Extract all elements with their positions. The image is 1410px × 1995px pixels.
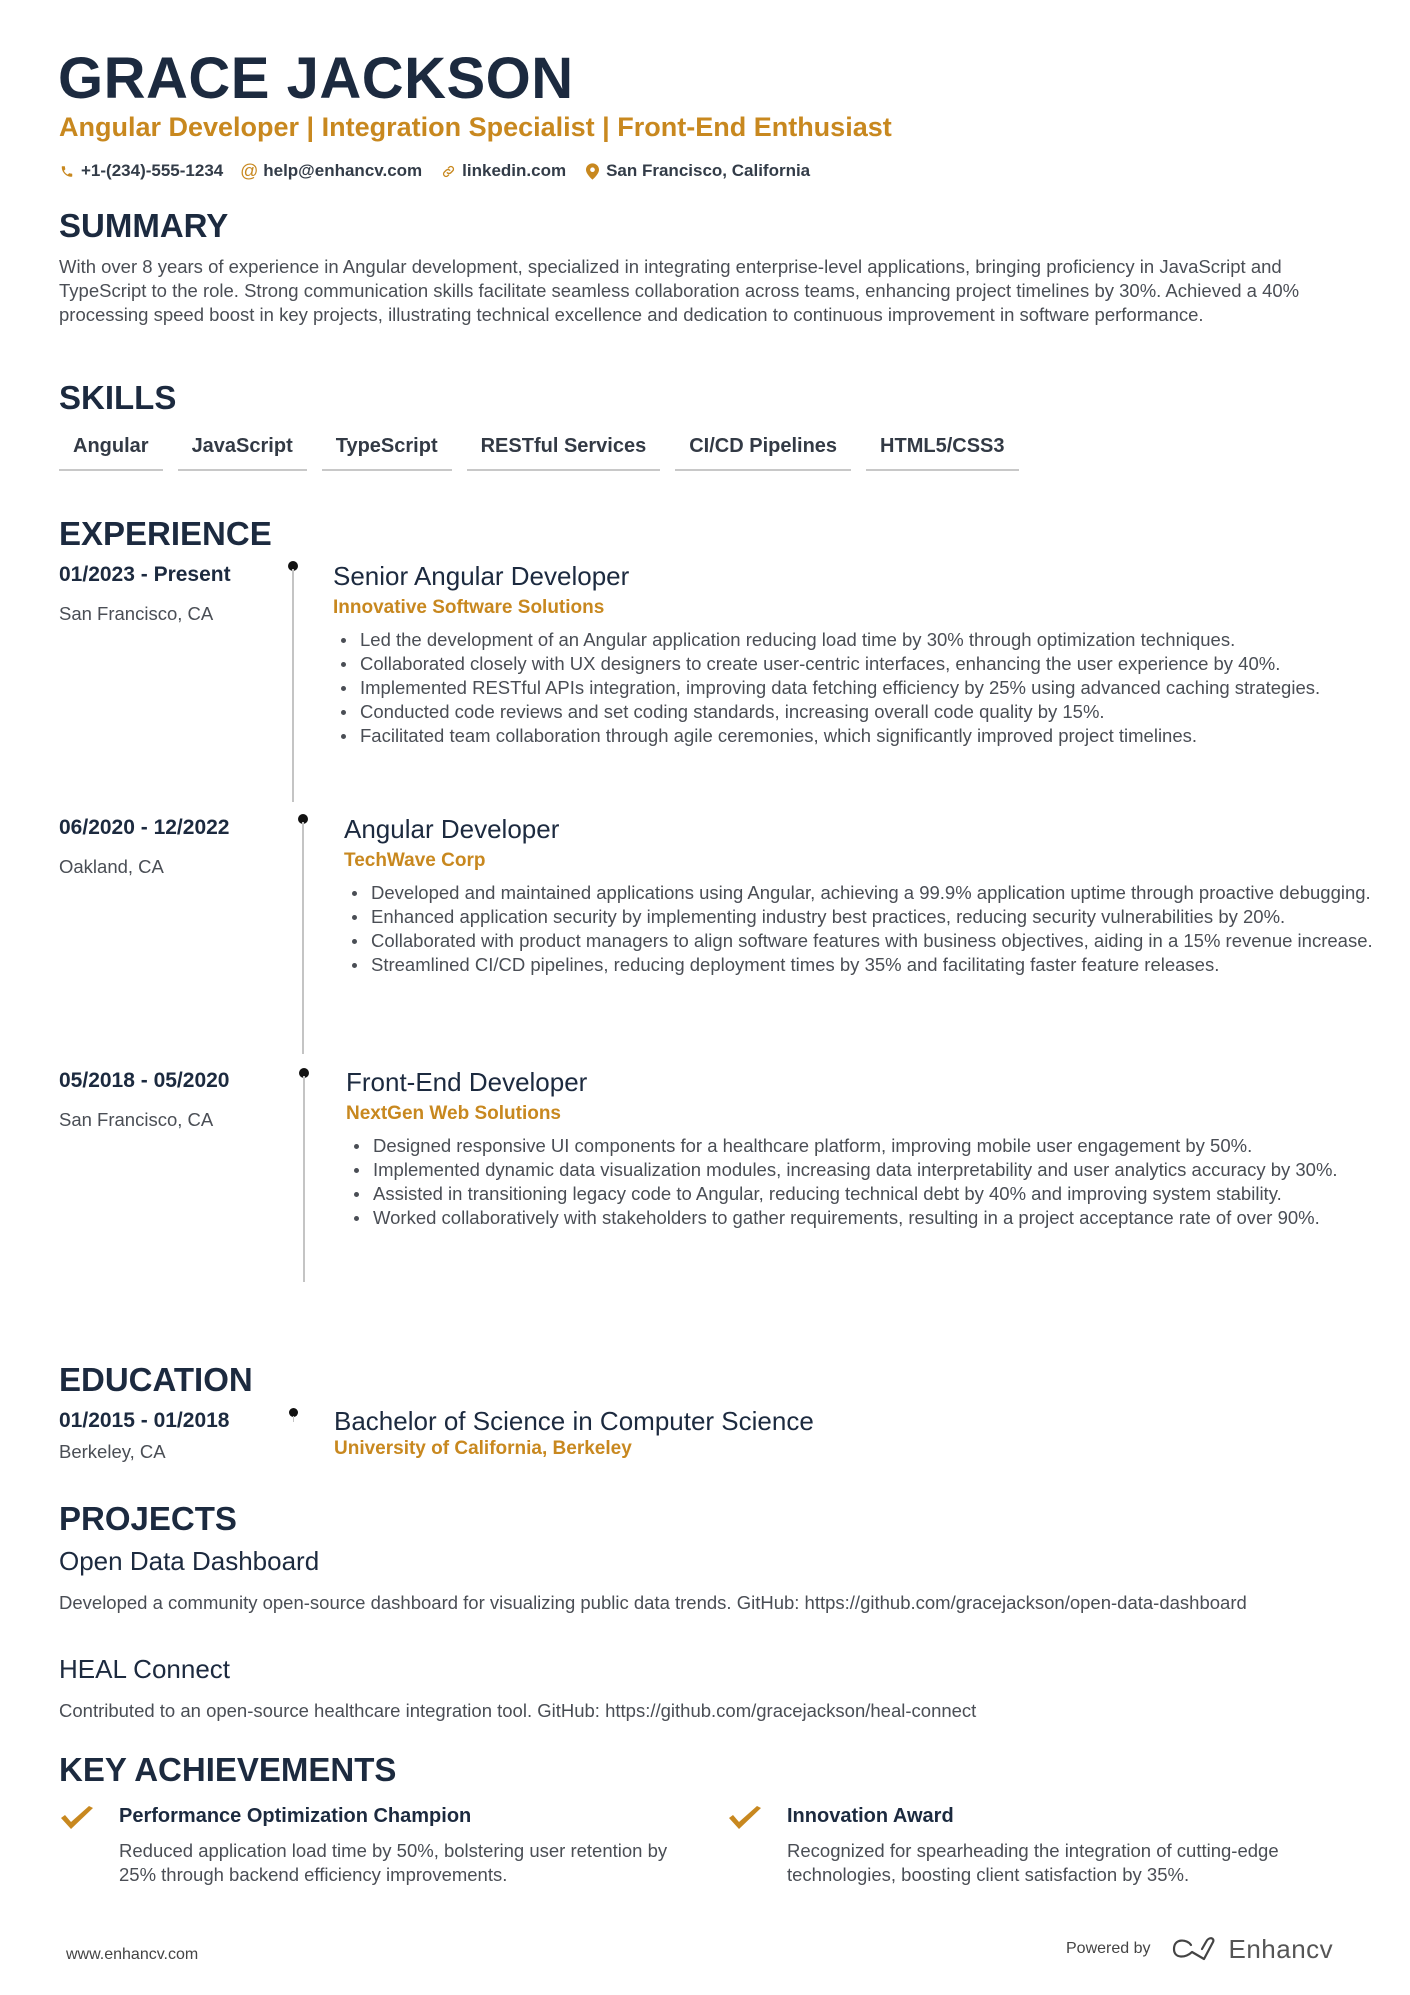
- enhancv-logo-icon: [1171, 1936, 1217, 1962]
- job-bullet: Assisted in transitioning legacy code to Angular, reducing technical debt by 40% and improving system stability.: [346, 1182, 1376, 1206]
- job-title: Front-End Developer: [346, 1067, 588, 1097]
- summary-text: With over 8 years of experience in Angular development, specialized in integrating enterprise-level applications, bringing proficiency in JavaScript and TypeScript to the role. Strong communication skills facilitate seamless collaboration across teams, enhancing project timelines by 30%. Achieved a 40% processing speed boost in key projects, illustrating technical excellence and dedication to continuous improvement in software performance.: [59, 256, 1300, 325]
- education-details: [334, 1405, 1364, 1461]
- education-dates: 01/2015 - 01/2018: [59, 1409, 230, 1432]
- job-location: San Francisco, CA: [59, 1109, 214, 1130]
- job-bullet: Facilitated team collaboration through agile ceremonies, which significantly improved project timelines.: [333, 724, 1373, 748]
- at-icon: @: [240, 161, 259, 181]
- job-location: San Francisco, CA: [59, 603, 214, 624]
- footer-website[interactable]: www.enhancv.com: [66, 1946, 199, 1963]
- job-bullet: Collaborated closely with UX designers to create user-centric interfaces, enhancing the user experience by 40%.: [333, 652, 1373, 676]
- checkmark-icon: [727, 1805, 763, 1833]
- contact-bar: [59, 160, 810, 182]
- contact-location-text: San Francisco, California: [606, 161, 811, 180]
- skill-tag: RESTful Services: [467, 433, 661, 471]
- job-bullets: [346, 1134, 1376, 1230]
- job-3-meta: [59, 1068, 279, 1132]
- achievement-title: Performance Optimization Champion: [119, 1805, 472, 1827]
- job-company: Innovative Software Solutions: [333, 597, 605, 618]
- skill-tag: CI/CD Pipelines: [675, 433, 851, 471]
- checkmark-icon: [59, 1805, 95, 1833]
- achievement-item: [727, 1803, 1327, 1893]
- job-company: NextGen Web Solutions: [346, 1103, 562, 1124]
- achievements-heading: KEY ACHIEVEMENTS: [59, 1751, 397, 1788]
- job-company: TechWave Corp: [344, 850, 486, 871]
- location-pin-icon: [584, 162, 600, 180]
- job-bullets: [344, 881, 1374, 977]
- job-bullets: [333, 628, 1373, 748]
- job-bullet: Enhanced application security by implementing industry best practices, reducing security vulnerabilities by 20%.: [344, 905, 1374, 929]
- powered-by-label: Powered by: [1066, 1940, 1151, 1957]
- contact-email[interactable]: [241, 160, 422, 182]
- projects-heading: PROJECTS: [59, 1500, 237, 1537]
- project-title: Open Data Dashboard: [59, 1546, 320, 1576]
- project-title: HEAL Connect: [59, 1654, 231, 1684]
- achievement-description: Reduced application load time by 50%, bolstering user retention by 25% through backend efficiency improvements.: [119, 1840, 668, 1885]
- skill-tag: JavaScript: [178, 433, 307, 471]
- education-school: University of California, Berkeley: [334, 1438, 632, 1459]
- skill-tag: HTML5/CSS3: [866, 433, 1018, 471]
- contact-location: [584, 160, 810, 182]
- job-2-meta: [59, 815, 279, 879]
- project-description: Developed a community open-source dashboard for visualizing public data trends. GitHub: https://github.com/gracejackson/open-data-dashboard: [59, 1592, 1247, 1613]
- job-bullet: Led the development of an Angular application reducing load time by 30% through optimization techniques.: [333, 628, 1373, 652]
- education-location: Berkeley, CA: [59, 1441, 166, 1462]
- education-meta: [59, 1408, 279, 1464]
- contact-phone[interactable]: [59, 160, 223, 182]
- contact-linkedin[interactable]: [440, 160, 566, 182]
- skills-heading: SKILLS: [59, 379, 177, 416]
- education-degree: Bachelor of Science in Computer Science: [334, 1406, 814, 1436]
- summary-heading: SUMMARY: [59, 207, 229, 244]
- job-bullet: Collaborated with product managers to align software features with business objectives, aiding in a 15% revenue increase.: [344, 929, 1374, 953]
- skills-list: [59, 433, 1019, 471]
- candidate-subtitle: Angular Developer | Integration Specialist | Front-End Enthusiast: [59, 112, 892, 142]
- job-1-meta: [59, 562, 279, 626]
- job-2-details: [344, 813, 1374, 977]
- job-bullet: Developed and maintained applications using Angular, achieving a 99.9% application uptime through proactive debugging.: [344, 881, 1374, 905]
- candidate-name: GRACE JACKSON: [58, 46, 574, 111]
- job-3-details: [346, 1066, 1376, 1230]
- job-dates: 01/2023 - Present: [59, 563, 231, 586]
- link-icon: [440, 162, 456, 180]
- job-bullet: Implemented RESTful APIs integration, improving data fetching efficiency by 25% using advanced caching strategies.: [333, 676, 1373, 700]
- job-location: Oakland, CA: [59, 856, 164, 877]
- job-dates: 05/2018 - 05/2020: [59, 1069, 230, 1092]
- contact-email-text: help@enhancv.com: [263, 161, 423, 180]
- timeline-line: [303, 1076, 305, 1282]
- achievement-description: Recognized for spearheading the integration of cutting-edge technologies, boosting client satisfaction by 35%.: [787, 1840, 1279, 1885]
- achievement-item: [59, 1803, 668, 1893]
- job-bullet: Worked collaboratively with stakeholders to gather requirements, resulting in a project acceptance rate of over 90%.: [346, 1206, 1376, 1230]
- skill-tag: TypeScript: [322, 433, 452, 471]
- job-title: Angular Developer: [344, 814, 560, 844]
- job-1-details: [333, 560, 1373, 748]
- job-bullet: Conducted code reviews and set coding standards, increasing overall code quality by 15%.: [333, 700, 1373, 724]
- footer-branding: [1066, 1934, 1333, 1964]
- job-dates: 06/2020 - 12/2022: [59, 816, 230, 839]
- experience-heading: EXPERIENCE: [59, 515, 272, 552]
- job-bullet: Designed responsive UI components for a healthcare platform, improving mobile user engagement by 50%.: [346, 1134, 1376, 1158]
- achievement-title: Innovation Award: [787, 1805, 954, 1827]
- job-bullet: Streamlined CI/CD pipelines, reducing deployment times by 35% and facilitating faster feature releases.: [344, 953, 1374, 977]
- education-heading: EDUCATION: [59, 1361, 253, 1398]
- phone-icon: [59, 162, 75, 180]
- brand-name: Enhancv: [1228, 1934, 1334, 1964]
- brand-logo[interactable]: [1171, 1934, 1334, 1964]
- timeline-line: [292, 569, 294, 802]
- timeline-line: [293, 1416, 294, 1422]
- skill-tag: Angular: [59, 433, 163, 471]
- job-bullet: Implemented dynamic data visualization modules, increasing data interpretability and user analytics accuracy by 30%.: [346, 1158, 1376, 1182]
- project-description: Contributed to an open-source healthcare integration tool. GitHub: https://github.com/gracejackson/heal-connect: [59, 1700, 977, 1721]
- timeline-line: [302, 822, 304, 1054]
- contact-phone-text: +1-(234)-555-1234: [81, 161, 224, 180]
- job-title: Senior Angular Developer: [333, 561, 630, 591]
- contact-linkedin-text: linkedin.com: [462, 161, 567, 180]
